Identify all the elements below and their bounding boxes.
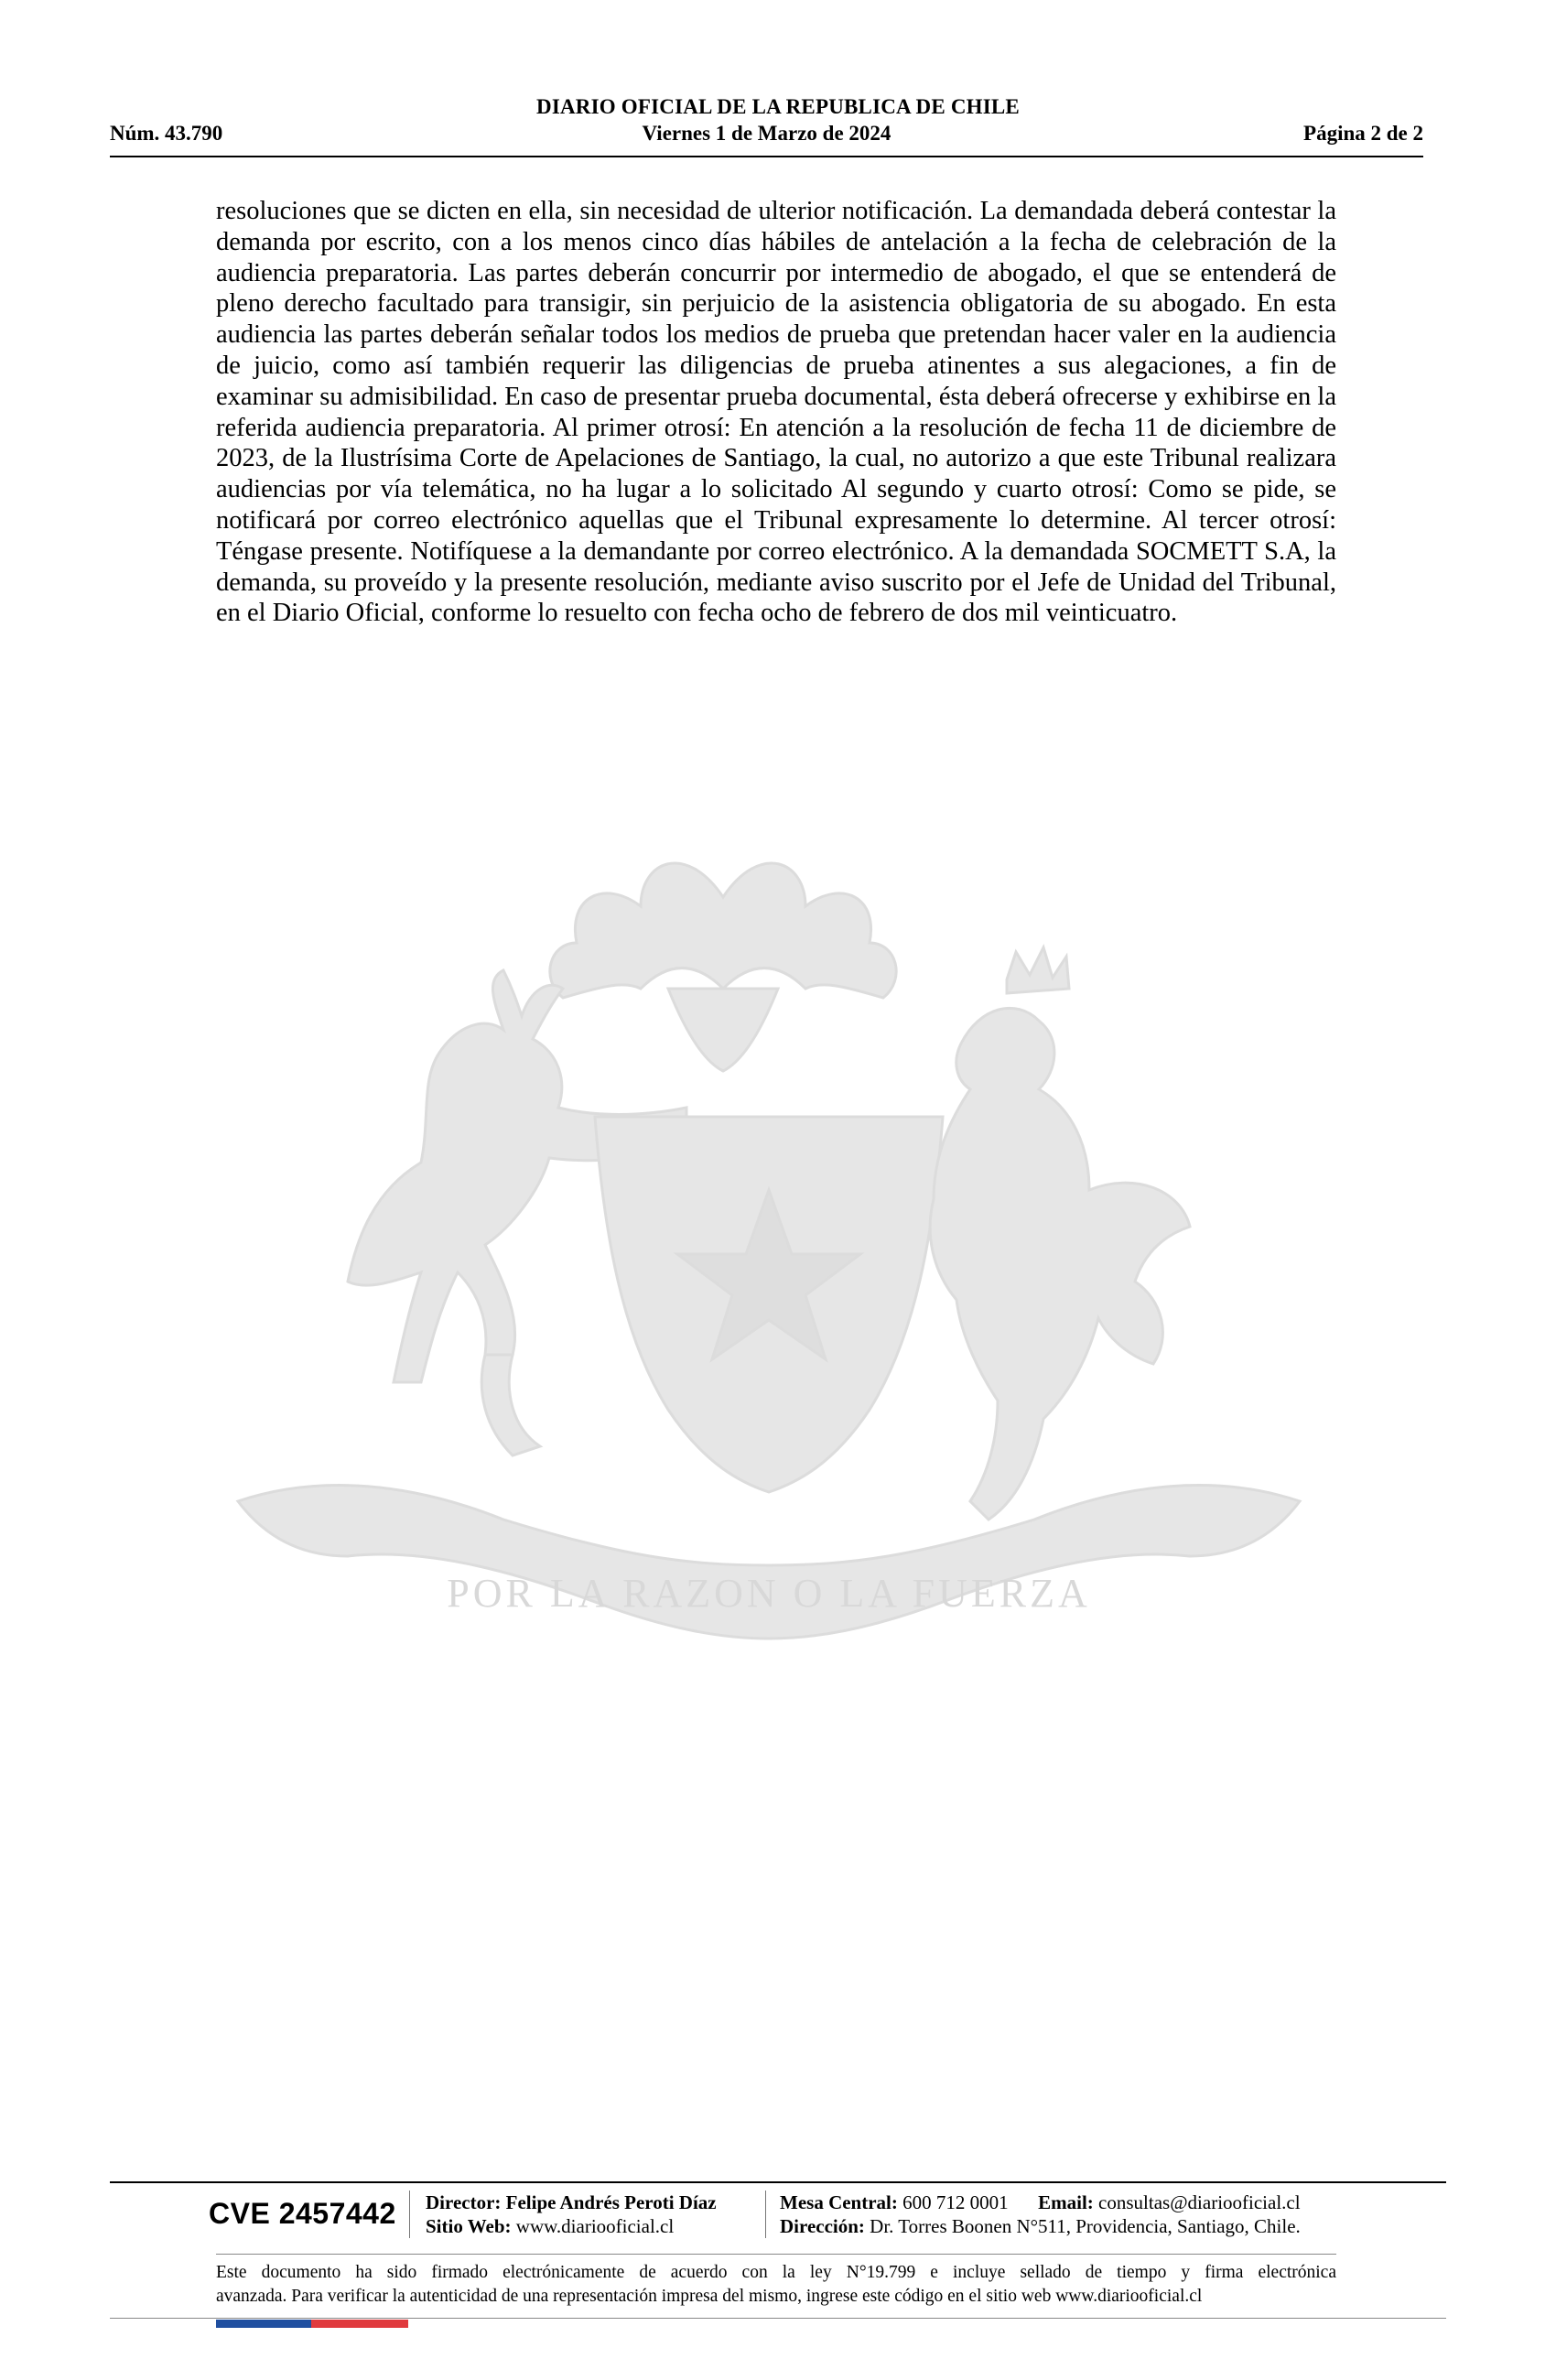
website-link[interactable]: www.diariooficial.cl bbox=[515, 2215, 675, 2237]
phone-number: 600 712 0001 bbox=[902, 2191, 1009, 2213]
footer-contact-block bbox=[780, 2191, 1301, 2238]
address-value: Dr. Torres Boonen N°511, Providencia, Santiago, Chile. bbox=[870, 2215, 1301, 2237]
address-label: Dirección: bbox=[780, 2215, 865, 2237]
footer-director-block bbox=[426, 2191, 717, 2238]
flag-red-segment bbox=[311, 2320, 408, 2328]
cve-code: CVE 2457442 bbox=[209, 2197, 396, 2230]
footer-separator bbox=[765, 2191, 766, 2238]
signature-notice bbox=[216, 2261, 1336, 2309]
resolution-text: resoluciones que se dicten en ella, sin necesidad de ulterior notificación. La demandada deberá contestar la demanda por escrito, con a los menos cinco días hábiles de antelación a la fecha de celebración de la audiencia preparatoria. Las partes deberán concurrir por intermedio de abogado, el que se entenderá de pleno derecho facultado para transigir, sin perjuicio de la asistencia obligatoria de su abogado. En esta audiencia las partes deberán señalar todos los medios de prueba que pretendan hacer valer en la audiencia de juicio, como así también requerir las diligencias de prueba atinentes a sus alegaciones, a fin de examinar su admisibilidad. En caso de presentar prueba documental, ésta deberá ofrecerse y exhibirse en la referida audiencia preparatoria. Al primer otrosí: En atención a la resolución de fecha 11 de diciembre de 2023, de la Ilustrísima Corte de Apelaciones de Santiago, la cual, no autorizo a que este Tribunal realizara audiencias por vía telemática, no ha lugar a lo solicitado Al segundo y cuarto otrosí: Como se pide, se notificará por correo electrónico aquellas que el Tribunal expresamente lo determine. Al tercer otrosí: Téngase presente. Notifíquese a la demandante por correo electrónico. A la demandada SOCMETT S.A, la demanda, su proveído y la presente resolución, mediante aviso suscrito por el Jefe de Unidad del Tribunal, en el Diario Oficial, conforme lo resuelto con fecha ocho de febrero de dos mil veinticuatro. bbox=[216, 197, 1336, 628]
coat-of-arms-watermark bbox=[211, 842, 1327, 1666]
coat-of-arms-motto: POR LA RAZON O LA FUERZA bbox=[447, 1571, 1091, 1616]
director-name: Felipe Andrés Peroti Díaz bbox=[505, 2191, 717, 2213]
email-link[interactable]: consultas@diariooficial.cl bbox=[1098, 2191, 1301, 2213]
website-line bbox=[426, 2214, 717, 2238]
page-indicator: Página 2 de 2 bbox=[1303, 122, 1423, 145]
issue-number: Núm. 43.790 bbox=[110, 122, 223, 145]
director-label: Director: bbox=[426, 2191, 502, 2213]
address-line bbox=[780, 2214, 1301, 2238]
contact-line bbox=[780, 2191, 1301, 2214]
flag-blue-segment bbox=[216, 2320, 311, 2328]
signature-notice-line-2: avanzada. Para verificar la autenticidad de una representación impresa del mismo, ingrese este código en el sitio web www.diariooficial.cl bbox=[216, 2287, 1203, 2306]
footer-divider-bottom bbox=[110, 2318, 1446, 2319]
newspaper-title: DIARIO OFICIAL DE LA REPUBLICA DE CHILE bbox=[536, 95, 1020, 118]
footer-divider-middle bbox=[216, 2254, 1336, 2255]
signature-notice-line-1: Este documento ha sido firmado electrónicamente de acuerdo con la ley N°19.799 e incluye sellado de tiempo y firma electrónica bbox=[216, 2263, 1336, 2282]
issue-date: Viernes 1 de Marzo de 2024 bbox=[642, 122, 891, 145]
header-divider bbox=[110, 156, 1423, 157]
phone-label: Mesa Central: bbox=[780, 2191, 898, 2213]
website-label: Sitio Web: bbox=[426, 2215, 512, 2237]
flag-color-bar bbox=[216, 2320, 408, 2328]
email-label: Email: bbox=[1038, 2191, 1094, 2213]
footer-separator bbox=[409, 2191, 410, 2238]
director-line bbox=[426, 2191, 717, 2214]
footer-divider-top bbox=[110, 2181, 1446, 2183]
